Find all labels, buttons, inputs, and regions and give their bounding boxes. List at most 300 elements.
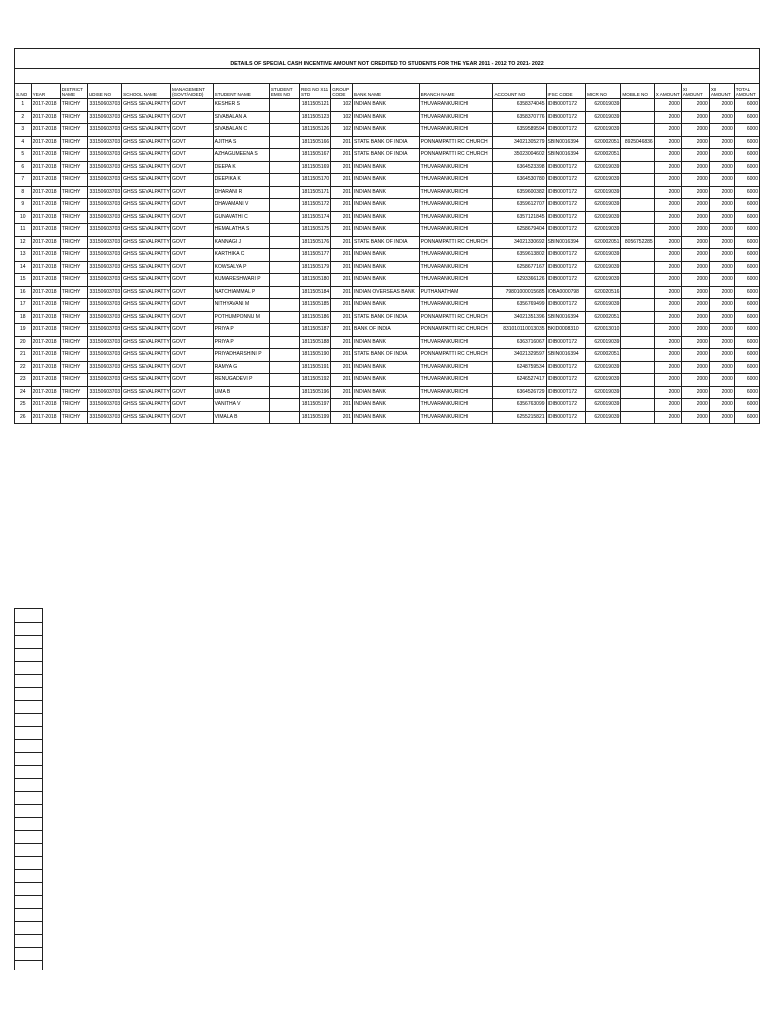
empty-row-line	[15, 635, 42, 636]
table-cell: GOVT	[171, 124, 214, 137]
table-cell: 2000	[654, 274, 681, 287]
table-cell: 2000	[654, 211, 681, 224]
table-cell: 2000	[681, 361, 709, 374]
table-cell: GOVT	[171, 236, 214, 249]
table-cell: 2000	[681, 174, 709, 187]
table-cell: 2000	[709, 411, 734, 424]
table-cell: 201	[331, 161, 353, 174]
table-cell: UMA B	[213, 386, 269, 399]
empty-row-line	[15, 908, 42, 909]
table-cell: 2000	[654, 261, 681, 274]
table-cell: 2017-2018	[31, 349, 60, 362]
table-cell: STATE BANK OF INDIA	[353, 311, 420, 324]
table-cell: SBIN0016394	[546, 236, 586, 249]
table-cell: 201	[331, 249, 353, 262]
table-cell: GHSS SEVALPATTY	[122, 136, 171, 149]
table-row	[15, 261, 760, 274]
table-cell: TRICHY	[60, 361, 87, 374]
column-header: REG NO X11 STD	[300, 84, 331, 99]
table-row	[15, 349, 760, 362]
table-cell: 2000	[681, 211, 709, 224]
table-cell: INDIAN BANK	[353, 99, 420, 112]
table-cell: 6000	[734, 336, 759, 349]
table-row	[15, 274, 760, 287]
table-cell: 620019039	[586, 261, 621, 274]
table-cell	[269, 224, 299, 237]
table-cell: 33150603703	[87, 286, 121, 299]
table-cell: 201	[331, 261, 353, 274]
table-cell	[269, 111, 299, 124]
table-cell	[269, 399, 299, 412]
table-cell: 1811505192	[300, 374, 331, 387]
table-cell: 2000	[654, 286, 681, 299]
table-cell: 620002051	[586, 349, 621, 362]
table-cell: IDIB000T172	[546, 224, 586, 237]
table-cell	[269, 374, 299, 387]
table-cell: 2017-2018	[31, 224, 60, 237]
table-cell: IDIB000T172	[546, 374, 586, 387]
empty-row-line	[15, 687, 42, 688]
empty-row-line	[15, 726, 42, 727]
table-cell: 33150603703	[87, 199, 121, 212]
empty-row-line	[15, 934, 42, 935]
table-cell: GOVT	[171, 336, 214, 349]
table-cell: PRIYA P	[213, 336, 269, 349]
table-cell: 201	[331, 174, 353, 187]
table-cell: 2000	[709, 174, 734, 187]
column-header: STUDENT NAME	[213, 84, 269, 99]
table-cell	[269, 386, 299, 399]
table-cell: 102	[331, 111, 353, 124]
empty-row-line	[15, 700, 42, 701]
table-cell: 2000	[709, 161, 734, 174]
table-cell: SIVABALAN C	[213, 124, 269, 137]
table-cell: SIVABALAN A	[213, 111, 269, 124]
header-row	[15, 84, 760, 99]
table-cell: 6358374045	[493, 99, 546, 112]
table-row	[15, 174, 760, 187]
table-cell: GHSS SEVALPATTY	[122, 199, 171, 212]
table-cell: THUVARANKURICHI	[419, 261, 493, 274]
table-cell: GHSS SEVALPATTY	[122, 99, 171, 112]
table-cell: 33150603703	[87, 174, 121, 187]
table-cell: 33150603703	[87, 236, 121, 249]
table-cell: PONNAMPATTI RC CHURCH	[419, 149, 493, 162]
table-cell: DHARANI R	[213, 186, 269, 199]
table-cell: 620019039	[586, 361, 621, 374]
table-cell: 831010110013035	[493, 324, 546, 337]
table-cell: INDIAN OVERSEAS BANK	[353, 286, 420, 299]
table-row	[15, 236, 760, 249]
table-cell: 33150603703	[87, 224, 121, 237]
table-row	[15, 249, 760, 262]
table-cell	[269, 286, 299, 299]
table-cell: 201	[331, 149, 353, 162]
table-cell: IDIB000T172	[546, 361, 586, 374]
table-cell: 2000	[709, 136, 734, 149]
table-cell: THUVARANKURICHI	[419, 124, 493, 137]
table-cell: STATE BANK OF INDIA	[353, 236, 420, 249]
table-cell	[621, 274, 654, 287]
empty-row-line	[15, 882, 42, 883]
table-cell: 6000	[734, 361, 759, 374]
table-cell	[621, 174, 654, 187]
table-cell: GHSS SEVALPATTY	[122, 411, 171, 424]
table-cell: INDIAN BANK	[353, 374, 420, 387]
table-cell: 2000	[709, 186, 734, 199]
table-cell: 6000	[734, 136, 759, 149]
table-cell: GOVT	[171, 386, 214, 399]
table-cell: 620019039	[586, 411, 621, 424]
table-cell: 2000	[681, 324, 709, 337]
table-cell: 1811505174	[300, 211, 331, 224]
table-cell: 620019039	[586, 249, 621, 262]
table-cell: IDIB000T172	[546, 249, 586, 262]
column-header: UDISE NO	[87, 84, 121, 99]
table-cell: IDIB000T172	[546, 186, 586, 199]
table-cell: 4	[15, 136, 32, 149]
column-header: YEAR	[31, 84, 60, 99]
table-cell: 25	[15, 399, 32, 412]
table-cell: INDIAN BANK	[353, 299, 420, 312]
empty-row-line	[15, 661, 42, 662]
table-cell	[269, 349, 299, 362]
table-cell	[269, 199, 299, 212]
table-cell: 33150603703	[87, 299, 121, 312]
table-cell: STATE BANK OF INDIA	[353, 349, 420, 362]
table-cell: THUVARANKURICHI	[419, 174, 493, 187]
table-cell: 6000	[734, 299, 759, 312]
table-cell: 1811505169	[300, 161, 331, 174]
table-cell: 201	[331, 374, 353, 387]
table-cell: GHSS SEVALPATTY	[122, 386, 171, 399]
table-cell: 620019039	[586, 224, 621, 237]
table-cell: 20	[15, 336, 32, 349]
table-cell: 102	[331, 99, 353, 112]
table-cell: 10	[15, 211, 32, 224]
table-cell: GOVT	[171, 136, 214, 149]
column-header: XI AMOUNT	[681, 84, 709, 99]
table-cell	[621, 199, 654, 212]
table-cell: 6364523398	[493, 161, 546, 174]
table-cell	[621, 224, 654, 237]
empty-row-line	[15, 817, 42, 818]
table-cell	[269, 261, 299, 274]
table-cell: 2000	[654, 324, 681, 337]
table-cell: GOVT	[171, 374, 214, 387]
table-cell: TRICHY	[60, 299, 87, 312]
table-cell: 1811505199	[300, 411, 331, 424]
table-cell: 620019039	[586, 399, 621, 412]
table-cell: 6359589594	[493, 124, 546, 137]
table-cell	[269, 174, 299, 187]
table-cell: 33150603703	[87, 311, 121, 324]
table-cell: GOVT	[171, 211, 214, 224]
table-cell: 6000	[734, 349, 759, 362]
table-cell: 2017-2018	[31, 374, 60, 387]
table-cell: INDIAN BANK	[353, 186, 420, 199]
table-cell: 6000	[734, 111, 759, 124]
table-cell: 2000	[681, 111, 709, 124]
table-cell: 1811505166	[300, 136, 331, 149]
table-cell: VIMALA B	[213, 411, 269, 424]
table-cell: PUTHANATHAM	[419, 286, 493, 299]
table-cell: 2000	[709, 311, 734, 324]
table-cell: 2000	[709, 386, 734, 399]
table-cell: 2017-2018	[31, 336, 60, 349]
table-cell: GOVT	[171, 286, 214, 299]
table-cell: STATE BANK OF INDIA	[353, 149, 420, 162]
table-cell: 2000	[709, 374, 734, 387]
table-cell	[269, 186, 299, 199]
table-cell: HEMALATHA S	[213, 224, 269, 237]
table-cell: TRICHY	[60, 199, 87, 212]
table-cell: 33150603703	[87, 249, 121, 262]
table-cell: 13	[15, 249, 32, 262]
table-cell: 201	[331, 411, 353, 424]
table-cell: KOWSALYA P	[213, 261, 269, 274]
table-cell: 2017-2018	[31, 99, 60, 112]
table-cell: 8056752285	[621, 236, 654, 249]
table-row	[15, 311, 760, 324]
table-cell: 2000	[709, 261, 734, 274]
table-cell: GHSS SEVALPATTY	[122, 236, 171, 249]
table-cell: 2000	[681, 274, 709, 287]
column-header: IFSC CODE	[546, 84, 586, 99]
table-cell: 2000	[654, 311, 681, 324]
table-cell: AZHAGUMEENA S	[213, 149, 269, 162]
table-cell: 6000	[734, 386, 759, 399]
table-row	[15, 186, 760, 199]
table-cell: 201	[331, 136, 353, 149]
table-cell: 2000	[709, 249, 734, 262]
table-cell: 8	[15, 186, 32, 199]
table-cell: 201	[331, 324, 353, 337]
table-cell: TRICHY	[60, 311, 87, 324]
table-cell: 17	[15, 299, 32, 312]
table-cell: GHSS SEVALPATTY	[122, 211, 171, 224]
table-cell: 2000	[654, 124, 681, 137]
table-cell: 21	[15, 349, 32, 362]
table-cell: GOVT	[171, 311, 214, 324]
table-cell: INDIAN BANK	[353, 336, 420, 349]
table-cell: 18	[15, 311, 32, 324]
table-cell: GHSS SEVALPATTY	[122, 274, 171, 287]
table-cell	[269, 124, 299, 137]
table-cell: 2000	[654, 149, 681, 162]
table-cell: 1811505123	[300, 111, 331, 124]
table-cell: 2000	[654, 299, 681, 312]
empty-row-line	[15, 739, 42, 740]
table-cell: 2000	[654, 411, 681, 424]
table-cell: 33150603703	[87, 161, 121, 174]
table-cell: GHSS SEVALPATTY	[122, 249, 171, 262]
table-cell: GOVT	[171, 111, 214, 124]
table-cell: INDIAN BANK	[353, 174, 420, 187]
empty-row-line	[15, 869, 42, 870]
table-cell: 2000	[654, 374, 681, 387]
table-cell: IOBA0000798	[546, 286, 586, 299]
table-cell: INDIAN BANK	[353, 386, 420, 399]
table-cell: INDIAN BANK	[353, 111, 420, 124]
empty-row-line	[15, 622, 42, 623]
table-cell: THUVARANKURICHI	[419, 274, 493, 287]
table-cell: 6000	[734, 261, 759, 274]
table-cell: RENUGADEVI P	[213, 374, 269, 387]
table-cell: 79801000015685	[493, 286, 546, 299]
table-cell: 6248759534	[493, 361, 546, 374]
table-cell: 6293366126	[493, 274, 546, 287]
table-cell: 201	[331, 299, 353, 312]
table-cell: THUVARANKURICHI	[419, 299, 493, 312]
table-cell: 201	[331, 274, 353, 287]
table-cell: 2017-2018	[31, 111, 60, 124]
table-cell: PONNAMPATTI RC CHURCH	[419, 311, 493, 324]
table-row	[15, 361, 760, 374]
table-cell: 2000	[681, 161, 709, 174]
table-cell: NITHYAVANI M	[213, 299, 269, 312]
table-cell: 201	[331, 286, 353, 299]
table-cell: 1811505196	[300, 386, 331, 399]
table-cell: 33150603703	[87, 99, 121, 112]
table-cell: 2000	[709, 99, 734, 112]
table-cell: 2000	[709, 236, 734, 249]
empty-row-line	[15, 791, 42, 792]
table-cell: 35023004602	[493, 149, 546, 162]
table-cell: GHSS SEVALPATTY	[122, 336, 171, 349]
table-cell: 23	[15, 374, 32, 387]
table-row	[15, 224, 760, 237]
table-cell	[269, 299, 299, 312]
table-cell: TRICHY	[60, 386, 87, 399]
table-cell: STATE BANK OF INDIA	[353, 136, 420, 149]
table-cell: GHSS SEVALPATTY	[122, 324, 171, 337]
table-cell: GHSS SEVALPATTY	[122, 361, 171, 374]
table-cell: TRICHY	[60, 261, 87, 274]
table-cell: 2000	[654, 136, 681, 149]
table-cell: GHSS SEVALPATTY	[122, 261, 171, 274]
table-cell: 201	[331, 386, 353, 399]
table-cell: 201	[331, 349, 353, 362]
table-cell: 26	[15, 411, 32, 424]
table-row	[15, 411, 760, 424]
table-cell: 2000	[681, 374, 709, 387]
table-cell: INDIAN BANK	[353, 274, 420, 287]
empty-row-line	[15, 713, 42, 714]
table-cell: 2000	[654, 349, 681, 362]
table-cell: 1811505167	[300, 149, 331, 162]
table-cell: 6364530780	[493, 174, 546, 187]
table-cell: 2000	[654, 399, 681, 412]
table-cell: 6000	[734, 311, 759, 324]
table-cell: 1811505191	[300, 361, 331, 374]
table-cell: TRICHY	[60, 211, 87, 224]
column-header: BANK NAME	[353, 84, 420, 99]
table-cell: 6000	[734, 399, 759, 412]
column-header: XII AMOUNT	[709, 84, 734, 99]
table-cell: 2000	[681, 399, 709, 412]
table-cell: DEEPIKA K	[213, 174, 269, 187]
table-cell: 6359613802	[493, 249, 546, 262]
table-cell: IDIB000T172	[546, 399, 586, 412]
table-cell: 2000	[654, 111, 681, 124]
table-cell: 33150603703	[87, 411, 121, 424]
table-cell: 2000	[709, 149, 734, 162]
table-cell: 1811505177	[300, 249, 331, 262]
table-cell: 6246527417	[493, 374, 546, 387]
table-cell: 6356769499	[493, 299, 546, 312]
table-cell	[269, 211, 299, 224]
table-cell: 620019039	[586, 211, 621, 224]
table-row	[15, 386, 760, 399]
table-cell: 6000	[734, 224, 759, 237]
table-cell: 15	[15, 274, 32, 287]
table-cell: 2017-2018	[31, 361, 60, 374]
table-cell: 6358370776	[493, 111, 546, 124]
table-cell: 6255215821	[493, 411, 546, 424]
table-cell: TRICHY	[60, 399, 87, 412]
table-cell: IDIB000T172	[546, 124, 586, 137]
column-header: BRANCH NAME	[419, 84, 493, 99]
table-cell: 2000	[681, 336, 709, 349]
table-cell: 2000	[709, 399, 734, 412]
table-cell: 1811505175	[300, 224, 331, 237]
table-cell: INDIAN BANK	[353, 249, 420, 262]
table-cell	[621, 349, 654, 362]
table-cell: 1811505176	[300, 236, 331, 249]
table-cell: 19	[15, 324, 32, 337]
table-cell: 2000	[709, 299, 734, 312]
table-cell: 2000	[681, 136, 709, 149]
table-cell: 33150603703	[87, 386, 121, 399]
column-header: DISTRICT NAME	[60, 84, 87, 99]
table-cell	[621, 261, 654, 274]
table-cell: POTHUMPONNU M	[213, 311, 269, 324]
table-cell: 2000	[654, 249, 681, 262]
table-cell: 620019039	[586, 111, 621, 124]
table-cell	[269, 324, 299, 337]
table-cell: SBIN0016394	[546, 349, 586, 362]
column-header: GROUP CODE	[331, 84, 353, 99]
cash-incentive-sheet	[14, 48, 760, 433]
table-cell: IDIB000T172	[546, 211, 586, 224]
table-cell	[269, 249, 299, 262]
table-cell: 2000	[654, 386, 681, 399]
empty-row-line	[15, 752, 42, 753]
table-cell: 2017-2018	[31, 149, 60, 162]
table-cell: 620002051	[586, 136, 621, 149]
table-cell: THUVARANKURICHI	[419, 161, 493, 174]
table-cell	[621, 374, 654, 387]
table-cell: 6356763099	[493, 399, 546, 412]
empty-row-line	[15, 778, 42, 779]
table-cell: IDIB000T172	[546, 336, 586, 349]
table-cell: 2017-2018	[31, 124, 60, 137]
table-cell: GHSS SEVALPATTY	[122, 299, 171, 312]
table-cell: 2	[15, 111, 32, 124]
table-cell: 24	[15, 386, 32, 399]
table-cell: 6258677167	[493, 261, 546, 274]
table-cell: TRICHY	[60, 274, 87, 287]
table-cell: 2000	[654, 161, 681, 174]
table-cell: 2017-2018	[31, 136, 60, 149]
table-cell: 6258679404	[493, 224, 546, 237]
table-cell	[621, 386, 654, 399]
table-cell	[269, 361, 299, 374]
table-cell: BANK OF INDIA	[353, 324, 420, 337]
table-cell	[621, 361, 654, 374]
table-cell: 6363716067	[493, 336, 546, 349]
